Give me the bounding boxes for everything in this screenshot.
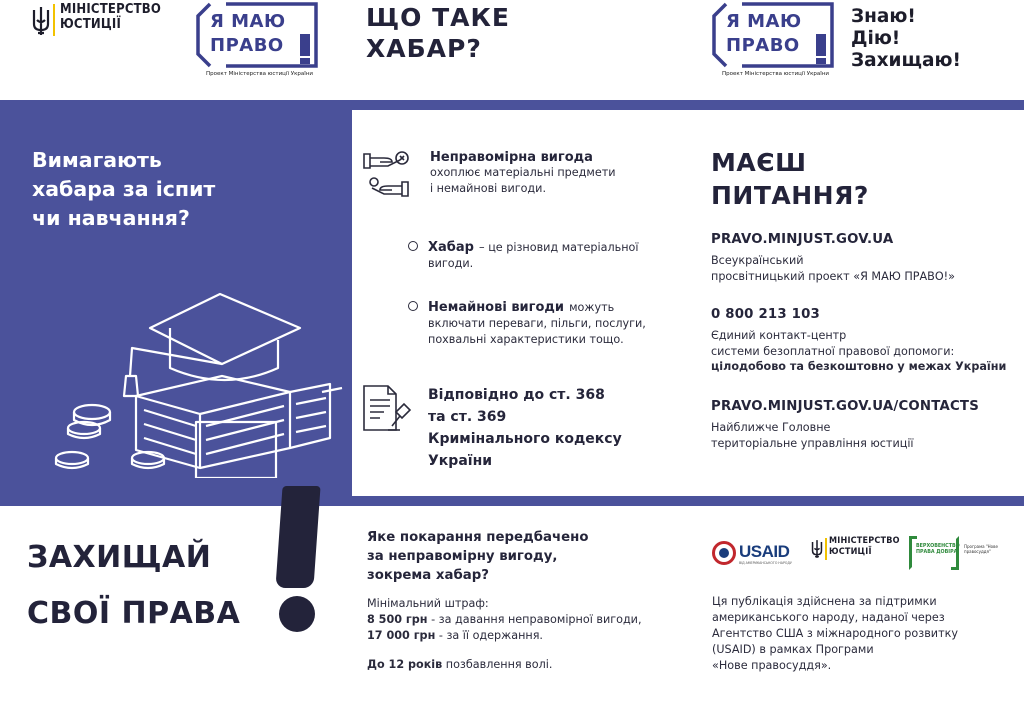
ministry-name-line1: МІНІСТЕРСТВО — [60, 2, 162, 17]
disclaimer-line1: Ця публікація здійснена за підтримки — [712, 595, 937, 608]
defend-line1: ЗАХИЩАЙ — [27, 540, 212, 575]
fine2-text: - за її одержання. — [435, 629, 543, 642]
law-line4: України — [428, 453, 493, 469]
legal-document-gavel-icon — [358, 382, 414, 434]
ministry-name-line1: МІНІСТЕРСТВО — [829, 536, 900, 546]
website-desc-line1: Всеукраїнський — [711, 254, 804, 267]
definition-title: Хабар — [428, 240, 474, 255]
definition-text-line1: можуть — [569, 301, 615, 314]
fine1-amount: 8 500 грн — [367, 613, 428, 626]
law-line1: Відповідно до ст. 368 — [428, 387, 605, 403]
justice-program-name: Програма "Нове правосуддя" — [964, 544, 998, 554]
new-justice-program-logo — [909, 536, 1019, 572]
contacts-link[interactable]: PRAVO.MINJUST.GOV.UA/CONTACTS — [711, 399, 979, 414]
definition-bribe — [428, 236, 688, 272]
band-top-divider — [0, 100, 1024, 110]
defend-line2: СВОЇ ПРАВА — [27, 596, 241, 631]
circle-bullet-icon — [408, 301, 418, 311]
trident-icon — [810, 539, 824, 559]
fine2-amount: 17 000 грн — [367, 629, 436, 642]
website-desc-line2: просвітницький проект «Я МАЮ ПРАВО!» — [711, 269, 955, 283]
slogan-line1: Знаю! — [851, 6, 916, 27]
circle-bullet-icon — [408, 241, 418, 251]
blue-panel-heading — [32, 146, 215, 233]
ministry-of-justice-logo-small — [810, 536, 900, 566]
page-title — [366, 2, 510, 64]
law-line2: та ст. 369 — [428, 409, 507, 425]
contacts-title — [711, 146, 869, 212]
contact-offices-block — [711, 399, 979, 451]
publication-disclaimer — [712, 594, 1012, 674]
ministry-name — [60, 2, 161, 32]
disclaimer-line5: «Нове правосуддя». — [712, 659, 832, 672]
phone-number[interactable]: 0 800 213 103 — [711, 307, 821, 322]
years-amount: До 12 років — [367, 658, 443, 671]
penalty-fines — [367, 596, 642, 644]
definition-text-line1: охоплює матеріальні предмети — [430, 166, 616, 179]
penalty-question-line1: Яке покарання передбачено — [367, 530, 589, 545]
brand-line1: Я МАЮ — [210, 11, 286, 32]
exclamation-dot — [279, 596, 315, 632]
years-text: позбавлення волі. — [442, 658, 553, 671]
definition-nonmaterial-benefits — [428, 296, 668, 348]
contact-phone-block — [711, 307, 1006, 375]
slogan-line3: Захищаю! — [851, 50, 961, 71]
title-line2: ХАБАР? — [366, 34, 482, 63]
heading-line2: хабара за іспит — [32, 177, 216, 201]
band-bottom-divider — [0, 496, 1024, 506]
justice-logo-text: ВЕРХОВЕНСТВО ПРАВА ДОВІРА — [916, 544, 960, 555]
title-line1: ЩО ТАКЕ — [366, 3, 511, 32]
heading-line3: чи навчання? — [32, 206, 190, 230]
brand-caption: Проект Міністерства юстиції України — [206, 71, 313, 77]
contacts-title-line2: ПИТАННЯ? — [711, 181, 869, 210]
phone-desc-line2: системи безоплатної правової допомоги: — [711, 344, 955, 358]
definition-improper-benefit — [430, 150, 690, 197]
slogan — [851, 6, 961, 72]
phone-desc-line3: цілодобово та безкоштовно у межах України — [711, 360, 1007, 373]
contacts-desc-line2: територіальне управління юстиції — [711, 436, 914, 450]
usaid-logo — [712, 540, 804, 568]
definition-title: Немайнові вигоди — [428, 300, 564, 315]
slogan-line2: Дію! — [851, 28, 901, 49]
definition-text-line2: вигоди. — [428, 257, 474, 270]
definition-title: Неправомірна вигода — [430, 150, 593, 165]
ministry-name-line2: ЮСТИЦІЇ — [60, 17, 122, 32]
ya-mayu-pravo-logo-left — [196, 2, 326, 84]
penalty-question-line2: за неправомірну вигоду, — [367, 549, 558, 564]
usaid-tagline: ВІД АМЕРИКАНСЬКОГО НАРОДУ — [739, 561, 792, 565]
penalty-imprisonment — [367, 658, 552, 671]
definition-text-line2: включати переваги, пільги, послуги, — [428, 317, 646, 330]
definition-text-line2: і немайнові вигоди. — [430, 182, 546, 195]
phone-desc-line1: Єдиний контакт-центр — [711, 329, 847, 342]
usaid-seal-icon — [712, 541, 736, 565]
definition-text-line3: похвальні характеристики тощо. — [428, 333, 624, 346]
accent-bar — [53, 4, 55, 36]
brand-caption: Проект Міністерства юстиції України — [722, 71, 829, 77]
ministry-of-justice-logo — [30, 2, 180, 42]
heading-line1: Вимагають — [32, 148, 162, 172]
bracket-frame-icon — [909, 536, 959, 570]
graduation-cap-money-illustration — [50, 288, 350, 478]
trident-icon — [30, 6, 52, 36]
brand-line1: Я МАЮ — [726, 11, 802, 32]
accent-bar — [825, 538, 827, 560]
fine-label: Мінімальний штраф: — [367, 597, 489, 610]
penalty-question — [367, 528, 588, 585]
law-line3: Кримінального кодексу — [428, 431, 622, 447]
disclaimer-line2: американського народу, наданої через — [712, 611, 945, 624]
fine1-text: - за давання неправомірної вигоди, — [427, 613, 642, 626]
legal-reference — [428, 384, 622, 472]
ministry-name — [829, 536, 900, 558]
definition-text-line1: – це різновид матеріальної — [479, 241, 639, 254]
disclaimer-line3: Агентство США з міжнародного розвитку — [712, 627, 958, 640]
penalty-question-line3: зокрема хабар? — [367, 568, 489, 583]
contact-website-block — [711, 232, 955, 284]
contacts-desc-line1: Найближче Головне — [711, 421, 831, 434]
brand-line2: ПРАВО — [726, 35, 800, 56]
brand-line2: ПРАВО — [210, 35, 284, 56]
exclamation-icon — [275, 486, 320, 588]
disclaimer-line4: (USAID) в рамках Програми — [712, 643, 874, 656]
website-link[interactable]: PRAVO.MINJUST.GOV.UA — [711, 232, 894, 247]
hands-money-icon — [362, 150, 414, 206]
ministry-name-line2: ЮСТИЦІЇ — [829, 547, 872, 557]
contacts-title-line1: МАЄШ — [711, 148, 807, 177]
ya-mayu-pravo-logo-right — [712, 2, 842, 84]
usaid-wordmark: USAID — [739, 542, 790, 561]
